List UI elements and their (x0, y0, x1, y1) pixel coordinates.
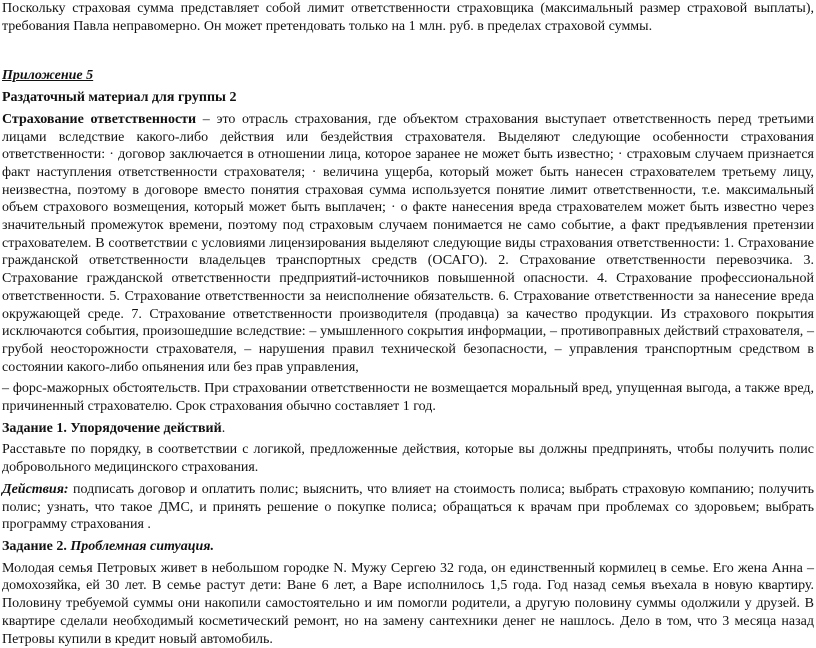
handout-title (2, 89, 814, 107)
liability-term: Страхование ответственности (2, 111, 197, 127)
task1-heading (2, 420, 814, 438)
task1-period: . (221, 420, 226, 436)
task1-instruction: Расставьте по порядку, в соответствии с логикой, предложенные действия, которые вы должны предпринять, чтобы получить полис добровольного медицинского страхования. (2, 442, 814, 476)
document-page (2, 0, 814, 648)
liability-text: – это отрасль страхования, где объектом страхования выступает ответственность перед третьими лицами вследствие какого-либо действия или бездействия страхователя. Выделяют следующие особенности страхования ответственности: · договор заключается в отношении лица, которое заранее не может быть известно; · страховым случаем признается факт наступления ответственности страхователя; · величина ущерба, который может быть нанесен страхователем третьему лицу, неизвестна, поэтому в договоре вместо понятия страховая сумма используется понятие лимит ответственности, т.е. максимальный объем страхового возмещения, который может быть выплачен; · о факте нанесения вреда страхователем может быть известно через значительный промежуток времени, поэтому под страховым случаем понимается не само событие, а факт предъявления претензии страхователем. В соответствии с условиями лицензирования выделяют следующие виды страхования ответственности: 1. Страхование гражданской ответственности владельцев транспортных средств (ОСАГО). 2. Страхование ответственности перевозчика. 3. Страхование гражданской ответственности предприятий-источников повышенной опасности. 4. Страхование профессиональной ответственности. 5. Страхование ответственности за неисполнение обязательств. 6. Страхование ответственности за нанесение вреда окружающей среде. 7. Страхование ответственности производителя (продавца) за качество продукции. Из страхового покрытия исключаются события, произошедшие вследствие: – умышленного сокрытия информации, – противоправных действий страхователя, – грубой неосторожности страхователя, – нарушения правил технической безопасности, – управления транспортным средством в состоянии какого-либо опьянения или без прав управления, (2, 111, 814, 375)
appendix-title-text: Приложение 5 (2, 68, 94, 84)
liability-paragraph (2, 111, 814, 377)
intro-paragraph: Поскольку страховая сумма представляет собой лимит ответственности страховщика (максимальный размер страховой выплаты), требования Павла неправомерно. Он может претендовать только на 1 млн. руб. в пределах страховой суммы. (2, 1, 814, 34)
liability-continuation: – форс-мажорных обстоятельств. При страховании ответственности не возмещается моральный вред, упущенная выгода, а также вред, причиненный страхователю. Срок страхования обычно составляет 1 год. (2, 381, 814, 415)
task2-heading (2, 538, 814, 556)
task1-actions (2, 481, 814, 534)
actions-label: Действия: (2, 481, 69, 497)
task1-label: Задание 1. Упорядочение действий (2, 420, 222, 436)
task2-subtitle: Проблемная ситуация. (70, 538, 215, 554)
actions-text: подписать договор и оплатить полис; выяснить, что влияет на стоимость полиса; выбрать страховую компанию; получить полис; узнать, что такое ДМС, и принять решение о покупке полиса; обращаться к врачам при проблемах со здоровьем; выбрать программу страхования . (2, 481, 814, 533)
appendix-title (2, 67, 814, 85)
handout-title-text: Раздаточный материал для группы 2 (2, 90, 237, 106)
task2-text: Молодая семья Петровых живет в небольшом городке N. Мужу Сергею 32 года, он единственный кормилец в семье. Его жена Анна – домохозяйка, ей 30 лет. В семье растут дети: Ване 6 лет, а Варе исполнилось 1,5 года. Год назад семья въехала в новую квартиру. Половину требуемой суммы они накопили самостоятельно и им помогли родители, а другую половину суммы одолжили у друзей. В квартире сделали необходимый косметический ремонт, но на замену сантехники денег не нашлось. Дело в том, что 3 месяца назад Петровы купили в кредит новый автомобиль. (2, 560, 814, 647)
task2-label: Задание 2. (2, 538, 71, 554)
